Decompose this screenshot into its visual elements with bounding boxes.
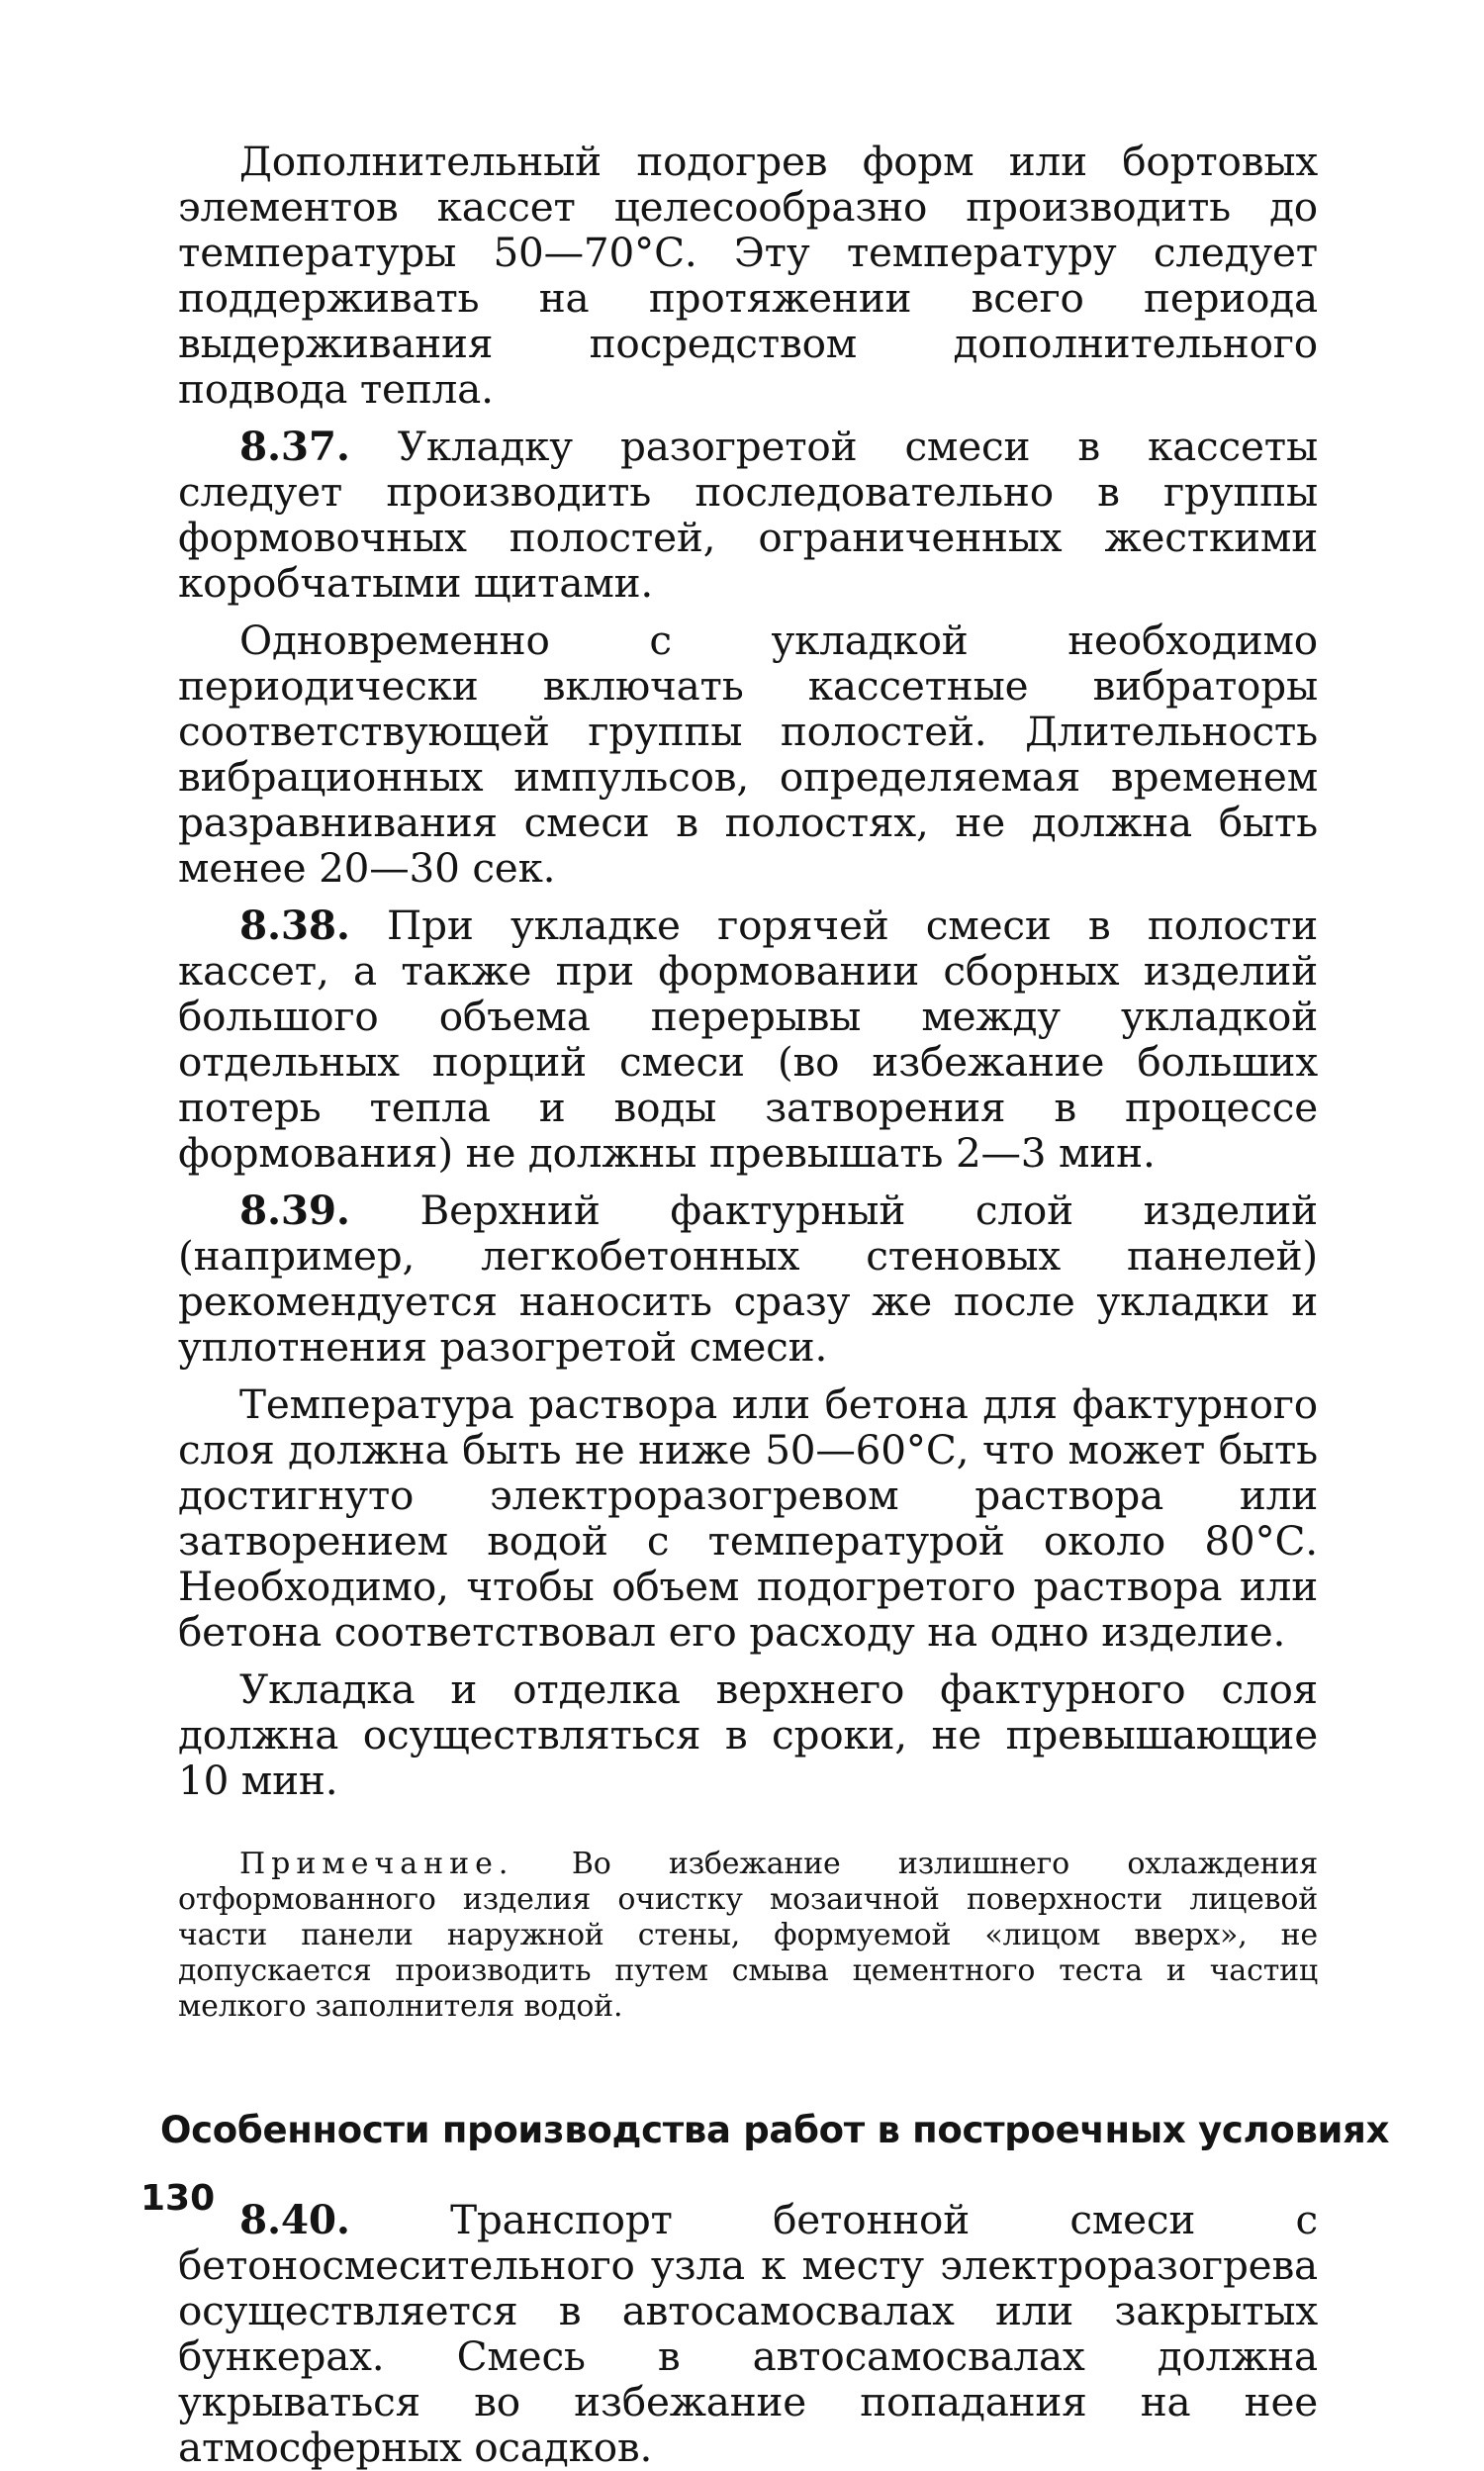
- paragraph-text: При укладке горячей смеси в полости кассет, а также при формовании сборных изделий большого объема перерывы между укладкой отдельных порций смеси (во избежание больших потерь тепла и воды затворения в процессе формования) не должны превышать 2—3 мин.: [178, 902, 1318, 1177]
- paragraph: [178, 1381, 1318, 1655]
- paragraph-8-37: [178, 424, 1318, 606]
- paragraph-text: Дополнительный подогрев форм или бортовых элементов кассет целесообразно производить до температуры 50—70°С. Эту температуру следует поддерживать на протяжении всего периода выдерживания посредством дополнительного подвода тепла.: [178, 138, 1318, 413]
- paragraph-8-40: [178, 2197, 1318, 2470]
- note-label: Примечание.: [239, 1847, 514, 1881]
- note: [178, 1847, 1318, 2025]
- clause-number: 8.37.: [239, 423, 350, 470]
- paragraph-text: Укладка и отделка верхнего фактурного слоя должна осуществляться в сроки, не превышающие 10 мин.: [178, 1665, 1318, 1804]
- paragraph: [178, 618, 1318, 891]
- clause-number: 8.39.: [239, 1187, 350, 1234]
- section-heading: Особенности производства работ в построечных условиях: [160, 2109, 1390, 2151]
- clause-number: 8.40.: [239, 2196, 350, 2243]
- document-page: [160, 138, 1390, 2471]
- paragraph-text: Укладку разогретой смеси в кассеты следует производить последовательно в группы формовочных полостей, ограниченных жесткими коробчатыми щитами.: [178, 423, 1318, 607]
- clause-number: 8.38.: [239, 902, 350, 949]
- paragraph-text: Одновременно с укладкой необходимо периодически включать кассетные вибраторы соответствующей группы полостей. Длительность вибрационных импульсов, определяемая временем разравнивания смеси в полостях, не должна быть менее 20—30 сек.: [178, 617, 1318, 892]
- paragraph-text: Транспорт бетонной смеси с бетоносмесительного узла к месту электроразогрева осуществляется в автосамосвалах или закрытых бункерах. Смесь в автосамосвалах должна укрываться во избежание попадания на нее атмосферных осадков.: [178, 2196, 1318, 2471]
- note-text: Во избежание излишнего охлаждения отформованного изделия очистку мозаичной поверхности лицевой части панели наружной стены, формуемой «лицом вверх», не допускается производить путем смыва цементного теста и частиц мелкого заполнителя водой.: [178, 1847, 1318, 2024]
- page-number: 130: [140, 2178, 216, 2219]
- paragraph-8-39: [178, 1188, 1318, 1370]
- paragraph-8-38: [178, 903, 1318, 1176]
- paragraph-text: Температура раствора или бетона для фактурного слоя должна быть не ниже 50—60°С, что может быть достигнуто электроразогревом раствора или затворением водой с температурой около 80°С. Необходимо, чтобы объем подогретого раствора или бетона соответствовал его расходу на одно изделие.: [178, 1380, 1318, 1656]
- paragraph-text: Верхний фактурный слой изделий (например, легкобетонных стеновых панелей) рекомендуется наносить сразу же после укладки и уплотнения разогретой смеси.: [178, 1187, 1318, 1371]
- paragraph: [178, 139, 1318, 412]
- paragraph: [178, 1666, 1318, 1803]
